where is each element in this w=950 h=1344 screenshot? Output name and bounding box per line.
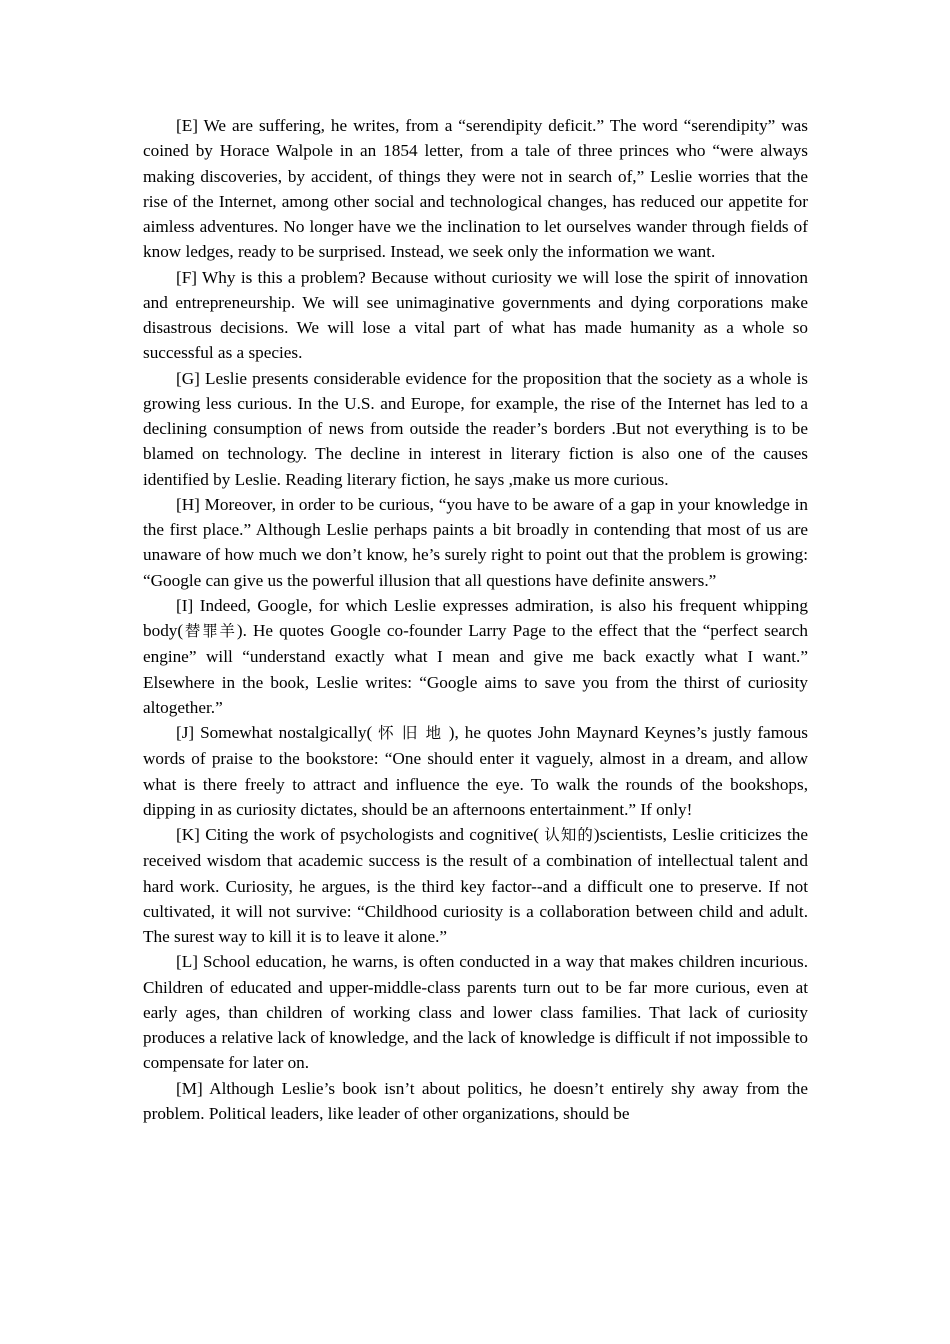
paragraph-e: [E] We are suffering, he writes, from a “serendipity deficit.” The word “serendipity” was coined by Horace Walpole in an 1854 letter, from a tale of three princes who “were always making discoveries, by accident, of things they were not in search of,” Leslie worries that the rise of the Internet, among other social and technological changes, has reduced our appetite for aimless adventures. No longer have we the inclination to let ourselves wander through fields of know ledges, ready to be surprised. Instead, we seek only the information we want.: [143, 116, 808, 262]
paragraph-j: [143, 720, 808, 822]
paragraph-k-text-before: [K] Citing the work of psychologists and cognitive(: [176, 825, 545, 844]
paragraph-j-text-before: [J] Somewhat nostalgically(: [176, 723, 379, 742]
paragraph-l: [L] School education, he warns, is often conducted in a way that makes children incurious. Children of educated and upper-middle-class parents turn out to be far more curious, even at early ages, than children of working class and lower class families. That lack of curiosity produces a relative lack of knowledge, and the lack of knowledge is difficult if not impossible to compensate for later on.: [143, 952, 808, 1073]
paragraph-h: [H] Moreover, in order to be curious, “you have to be aware of a gap in your knowledge in the first place.” Although Leslie perhaps paints a bit broadly in contending that most of us are unaware of how much we don’t know, he’s surely right to point out that the problem is growing: “Google can give us the powerful illusion that all questions have definite answers.”: [143, 494, 808, 590]
paragraph-k-text-after: )scientists, Leslie criticizes the received wisdom that academic success is the result of a combination of intellectual talent and hard work. Curiosity, he argues, is the third key factor--and a difficult one to preserve. If not cultivated, it will not survive: “Childhood curiosity is a collaboration between child and adult. The surest way to kill it is to leave it alone.”: [143, 825, 808, 946]
paragraph-m: [M] Although Leslie’s book isn’t about politics, he doesn’t entirely shy away from the problem. Political leaders, like leader of other organizations, should be: [143, 1078, 808, 1123]
passage-text-column: [143, 113, 808, 1126]
paragraph-k-chinese-gloss: 认知的: [544, 826, 594, 844]
paragraph-f: [F] Why is this a problem? Because without curiosity we will lose the spirit of innovation and entrepreneurship. We will see unimaginative governments and dying corporations make disastrous decisions. We will lose a vital part of what has made humanity as a whole so successful as a species.: [143, 267, 808, 363]
paragraph-i: [143, 593, 808, 720]
paragraph-i-text-after: ). He quotes Google co-founder Larry Page to the effect that the “perfect search engine” will “understand exactly what I mean and give me back exactly what I want.” Elsewhere in the book, Leslie writes: “Google aims to save you from the thirst of curiosity altogether.”: [143, 621, 808, 717]
paragraph-j-text-after: ), he quotes John Maynard Keynes’s justly famous words of praise to the bookstore: “One should enter it vaguely, almost in a dream, and allow what is there freely to attract and influence the eye. To walk the rounds of the bookshops, dipping in as curiosity dictates, should be an afternoons entertainment.” If only!: [143, 723, 808, 819]
paragraph-g: [G] Leslie presents considerable evidence for the proposition that the society as a whole is growing less curious. In the U.S. and Europe, for example, the rise of the Internet has led to a declining consumption of news from outside the reader’s borders .But not everything is to be blamed on technology. The decline in interest in literary fiction is also one of the causes identified by Leslie. Reading literary fiction, he says ,make us more curious.: [143, 368, 808, 489]
paragraph-k: [143, 822, 808, 949]
paragraph-i-chinese-gloss: 替罪羊: [183, 622, 237, 640]
paragraph-i-text-before: [I] Indeed, Google, for which Leslie expresses admiration, is also his frequent whipping body(: [143, 595, 808, 640]
paragraph-j-chinese-gloss: 怀 旧 地: [378, 724, 443, 742]
